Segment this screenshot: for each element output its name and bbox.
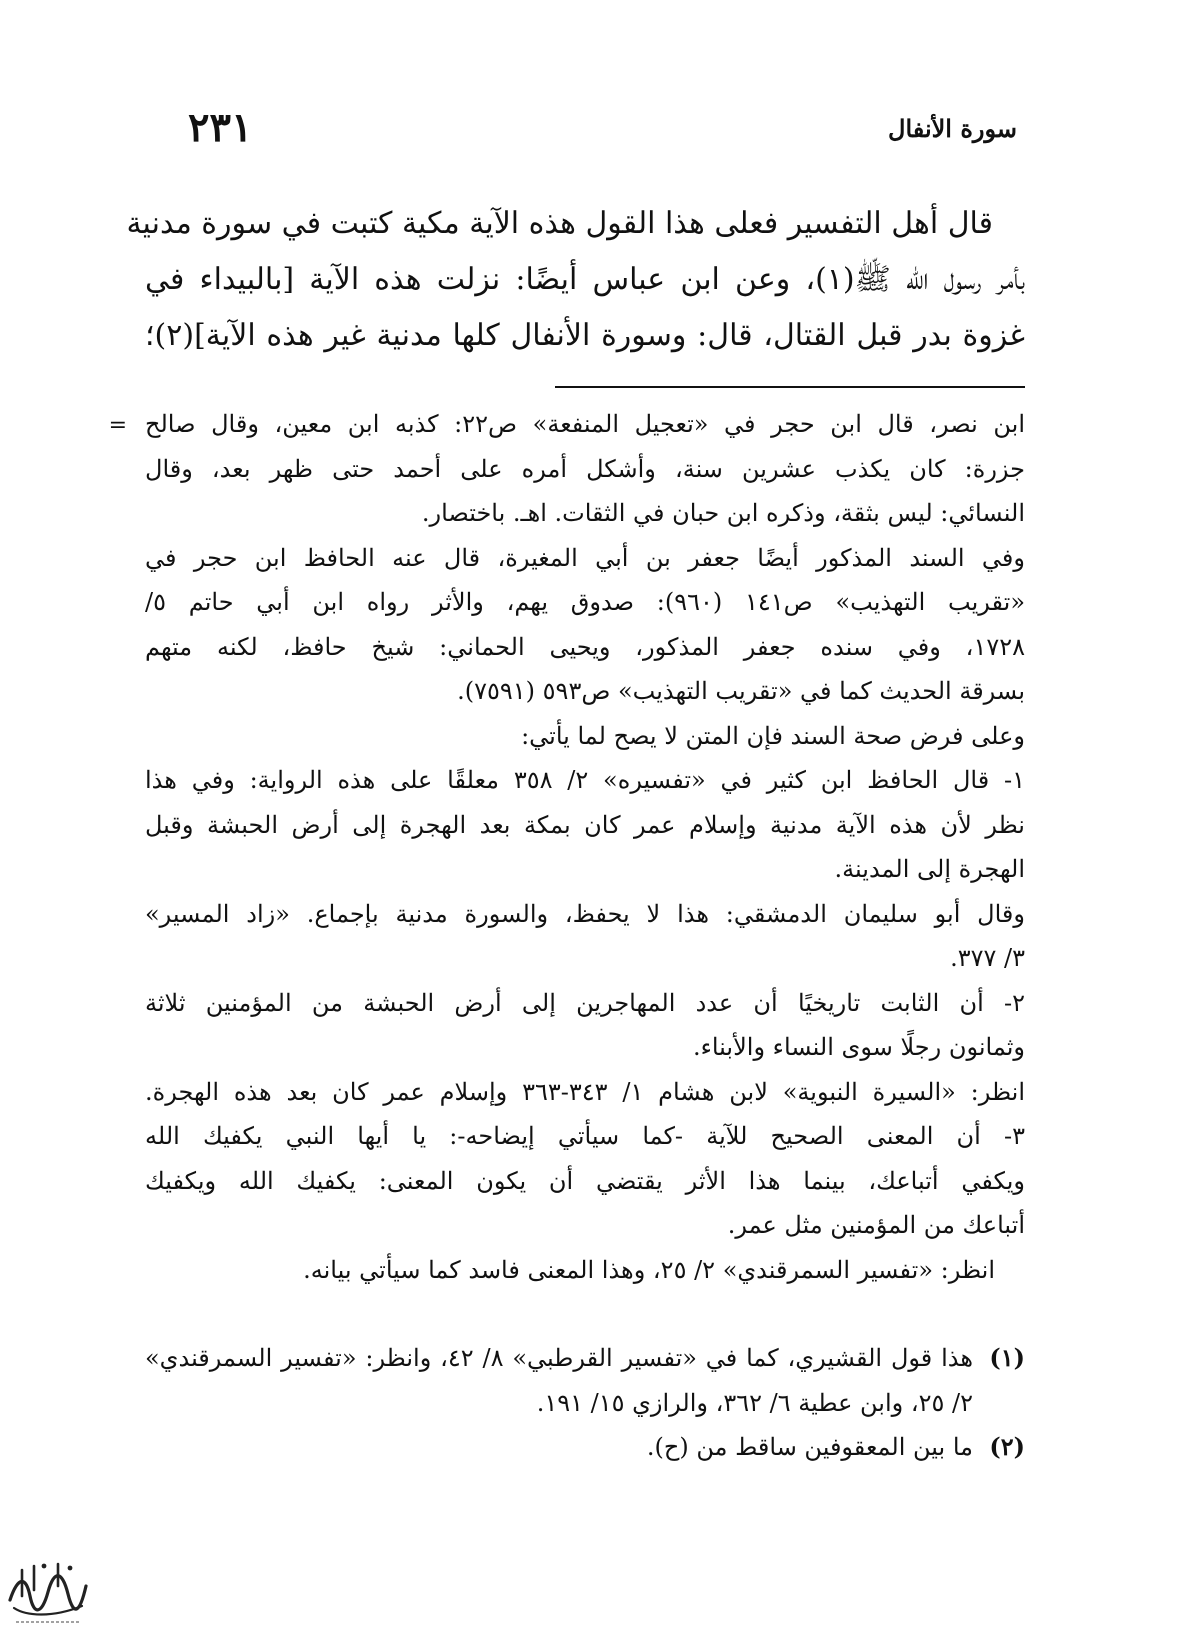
footnote-continuation [145,402,1025,1292]
footnote-line: «تقريب التهذيب» ص١٤١ (٩٦٠): صدوق يهم، والأثر رواه ابن أبي حاتم ٥/ [145,588,1025,616]
main-text-line: بأمر رسول الله ﷺ(١)، وعن ابن عباس أيضًا: نزلت هذه الآية [بالبيداء في [145,262,1025,297]
footnote-2 [145,1425,1025,1470]
footnote-line: انظر: «السيرة النبوية» لابن هشام ١/ ٣٤٣-٣٦٣ وإسلام عمر كان بعد هذه الهجرة. [145,1077,1025,1106]
publisher-logo [4,1556,90,1630]
footnote-line: انظر: «تفسير السمرقندي» ٢/ ٢٥، وهذا المعنى فاسد كما سيأتي بيانه. [303,1255,995,1284]
footnote-line: الهجرة إلى المدينة. [834,855,1025,883]
footnote-separator [555,386,1025,388]
running-title: سورة الأنفال [888,114,1017,143]
continuation-marker: = [108,413,127,438]
footnote-line: ٢- أن الثابت تاريخيًا أن عدد المهاجرين إلى أرض الحبشة من المؤمنين ثلاثة [145,988,1025,1017]
footnote-line: ابن نصر، قال ابن حجر في «تعجيل المنفعة» ص٢٢: كذبه ابن معين، وقال صالح [145,410,1025,438]
footnote-number: (٢) [989,1432,1025,1461]
footnote-line: ١٧٢٨، وفي سنده جعفر المذكور، ويحيى الحماني: شيخ حافظ، لكنه متهم [145,632,1025,661]
footnote-line: النسائي: ليس بثقة، وذكره ابن حبان في الثقات. اهـ. باختصار. [421,499,1025,527]
footnote-number: (١) [989,1343,1025,1372]
footnote-line: ويكفي أتباعك، بينما هذا الأثر يقتضي أن يكون المعنى: يكفيك الله ويكفيك [145,1166,1025,1195]
footnote-line: وفي السند المذكور أيضًا جعفر بن أبي المغيرة، قال عنه الحافظ ابن حجر في [145,543,1025,572]
footnote-1 [145,1336,1025,1425]
footnote-body [145,1425,1025,1470]
footnote-line: نظر لأن هذه الآية مدنية وإسلام عمر كان بمكة بعد الهجرة إلى أرض الحبشة وقبل [145,810,1025,839]
footnote-line: بسرقة الحديث كما في «تقريب التهذيب» ص٥٩٣ (٧٥٩١). [457,677,1025,705]
footnote-line: ٣/ ٣٧٧. [950,944,1025,972]
footnote-line: وثمانون رجلًا سوى النساء والأبناء. [692,1033,1025,1061]
footnote-line: ٢/ ٢٥، وابن عطية ٦/ ٣٦٢، والرازي ١٥/ ١٩١. [536,1388,973,1417]
numbered-footnotes [145,1336,1025,1470]
main-text-line: غزوة بدر قبل القتال، قال: وسورة الأنفال كلها مدنية غير هذه الآية](٢)؛ [145,318,1025,353]
main-text [126,196,1025,364]
main-text-line: قال أهل التفسير فعلى هذا القول هذه الآية مكية كتبت في سورة مدنية [126,206,993,241]
page-number: ٢٣١ [188,104,253,151]
footnote-line: أتباعك من المؤمنين مثل عمر. [727,1211,1025,1239]
footnote-line: وعلى فرض صحة السند فإن المتن لا يصح لما يأتي: [521,721,1025,750]
footnote-line: وقال أبو سليمان الدمشقي: هذا لا يحفظ، والسورة مدنية بإجماع. «زاد المسير» [145,899,1025,928]
footnote-line: ١- قال الحافظ ابن كثير في «تفسيره» ٢/ ٣٥٨ معلقًا على هذه الرواية: وفي هذا [145,766,1025,794]
footnote-line: ٣- أن المعنى الصحيح للآية -كما سيأتي إيضاحه-: يا أيها النبي يكفيك الله [145,1122,1025,1150]
footnote-line: ما بين المعقوفين ساقط من (ح). [646,1433,973,1461]
footnote-line: جزرة: كان يكذب عشرين سنة، وأشكل أمره على أحمد حتى ظهر بعد، وقال [145,454,1025,483]
footnote-body [145,1336,1025,1425]
footnote-line: هذا قول القشيري، كما في «تفسير القرطبي» ٨/ ٤٢، وانظر: «تفسير السمرقندي» [145,1344,973,1372]
